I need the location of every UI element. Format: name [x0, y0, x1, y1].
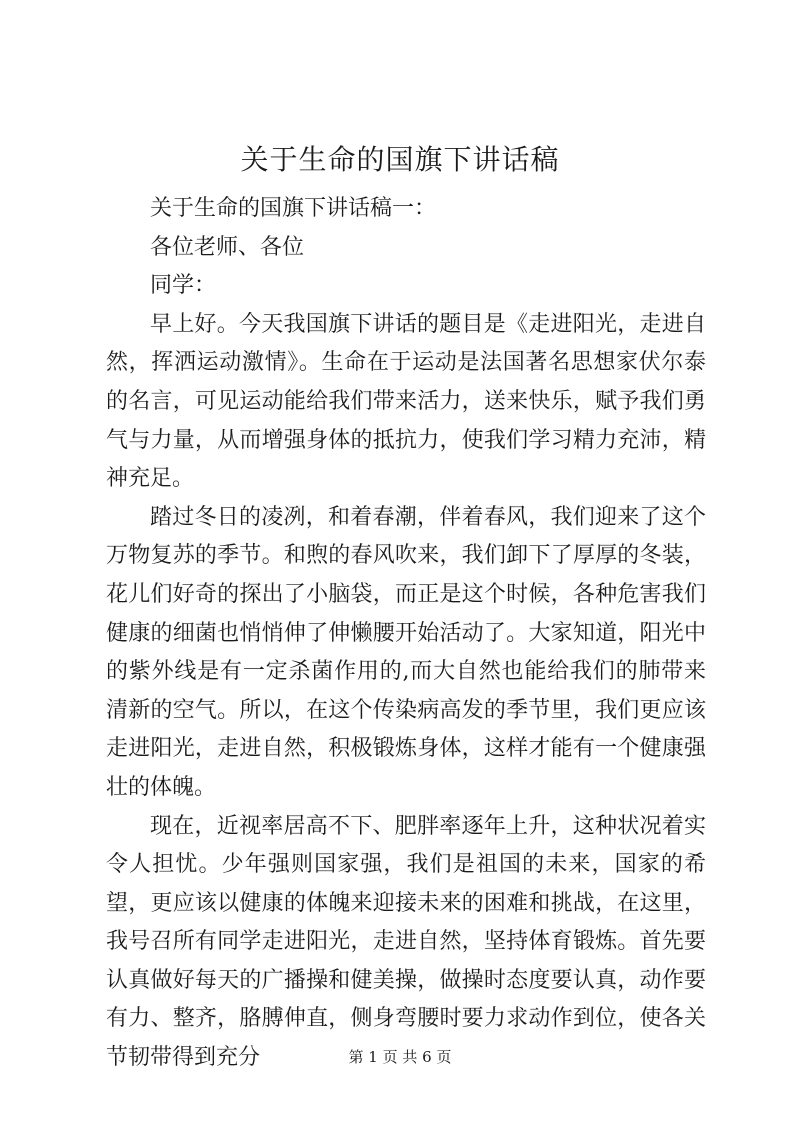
paragraph-spring: 踏过冬日的凌冽，和着春潮，伴着春风，我们迎来了这个万物复苏的季节。和煦的春风吹来，我们卸下了厚厚的冬装，花儿们好奇的探出了小脑袋，而正是这个时候，各种危害我们健康的细菌也悄悄伸了伸懒腰开始活动了。大家知道，阳光中的紫外线是有一定杀菌作用的,而大自然也能给我们的肺带来清新的空气。所以，在这个传染病高发的季节里，我们更应该走进阳光，走进自然，积极锻炼身体，这样才能有一个健康强壮的体魄。 [106, 504, 706, 800]
paragraph-health: 现在，近视率居高不下、肥胖率逐年上升，这种状况着实令人担忧。少年强则国家强，我们是祖国的未来，国家的希望，更应该以健康的体魄来迎接未来的困难和挑战，在这里，我号召所有同学走进阳光，走进自然，坚持体育锻炼。首先要认真做好每天的广播操和健美操，做操时态度要认真，动作要有力、整齐，胳膊伸直，侧身弯腰时要力求动作到位，使各关节韧带得到充分 [106, 813, 706, 1071]
page-footer: 第 1 页 共 6 页 [348, 1048, 452, 1066]
paragraph-subtitle: 关于生命的国旗下讲话稿一： [150, 196, 437, 221]
document-body [106, 190, 706, 1078]
document-title: 关于生命的国旗下讲话稿 [240, 143, 560, 176]
paragraph-salutation: 各位老师、各位 [150, 234, 305, 260]
paragraph-greeting: 早上好。今天我国旗下讲话的题目是《走进阳光，走进自然，挥洒运动激情》。生命在于运动是法国著名思想家伏尔泰的名言，可见运动能给我们带来活力，送来快乐，赋予我们勇气与力量，从而增强身体的抵抗力，使我们学习精力充沛，精神充足。 [106, 311, 706, 492]
paragraph-salutation-cont: 同学： [150, 273, 217, 299]
